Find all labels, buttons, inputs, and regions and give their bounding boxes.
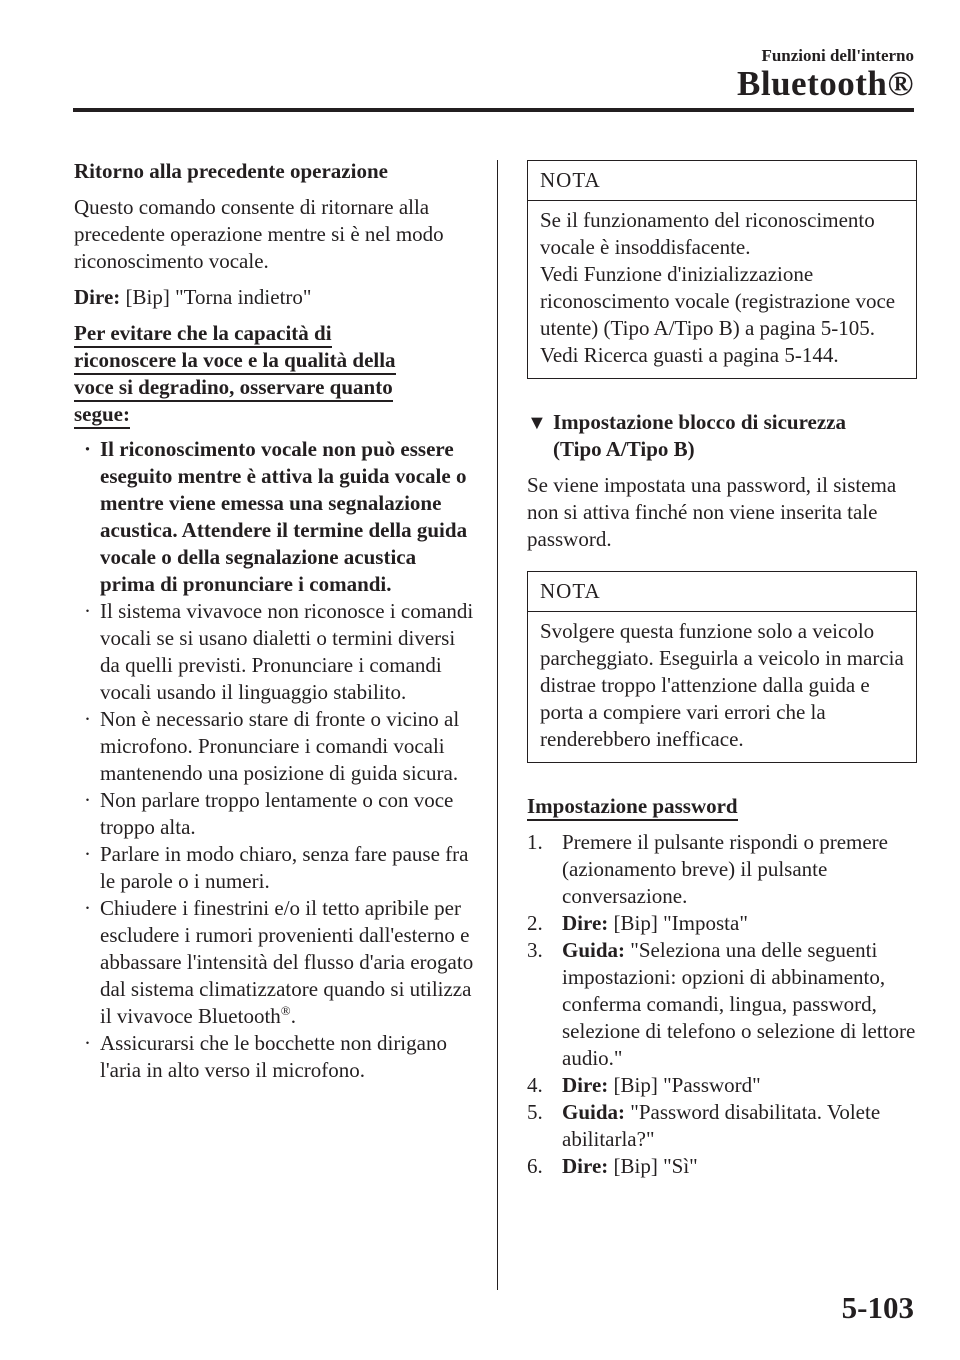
dire-text: [Bip] "Torna indietro": [120, 285, 312, 309]
note-title: NOTA: [528, 572, 916, 612]
note-line: Svolgere questa funzione solo a veicolo parcheggiato. Eseguirla a veicolo in marcia distrae troppo l'attenzione dalla guida e porta a compiere vari errori che la renderebbero inefficace.: [540, 619, 904, 751]
section-heading-security: [527, 409, 917, 463]
list-item: 6. Dire: [Bip] "Sì": [527, 1154, 698, 1178]
list-item: · Non parlare troppo lentamente o con voce troppo alta.: [84, 788, 454, 839]
section-heading-line: (Tipo A/Tipo B): [553, 437, 695, 461]
note-title: NOTA: [528, 161, 916, 201]
list-item: · Chiudere i finestrini e/o il tetto apribile per escludere i rumori provenienti dall'esterno e abbassare l'intensità del flusso d'aria erogato dal sistema climatizzatore quando si utilizza il vivavoce Bluetooth®.: [84, 896, 474, 1028]
list-item: 3. Guida: "Seleziona una delle seguenti impostazioni: opzioni di abbinamento, conferma comandi, lingua, password, selezione di telefono o selezione di lettore audio.": [527, 938, 916, 1070]
page-title: Bluetooth®: [737, 64, 914, 103]
tips-heading-line: voce si degradino, osservare quanto: [74, 375, 393, 402]
note-box-voice: [527, 160, 917, 379]
dire-label: Dire:: [74, 285, 121, 309]
left-column: [74, 158, 474, 1084]
bullet-icon: ·: [84, 788, 91, 812]
list-item: · Parlare in modo chiaro, senza fare pause fra le parole o i numeri.: [84, 842, 469, 893]
return-command: [74, 284, 474, 311]
list-item: 1. Premere il pulsante rispondi o premere (azionamento breve) il pulsante conversazione.: [527, 830, 888, 908]
bullet-icon: ·: [84, 842, 91, 866]
list-item: · Il sistema vivavoce non riconosce i comandi vocali se si usano dialetti o termini diversi da quelli previsti. Pronunciare i comandi vocali usando il linguaggio stabilito.: [84, 599, 474, 704]
note-box-security: [527, 571, 917, 763]
list-item: · Non è necessario stare di fronte o vicino al microfono. Pronunciare i comandi vocali mantenendo una posizione di guida sicura.: [84, 707, 460, 785]
list-item: · Il riconoscimento vocale non può essere eseguito mentre è attiva la guida vocale o mentre viene emessa una segnalazione acustica. Attendere il termine della guida vocale o della segnalazione acustica prima di pronunciare i comandi.: [84, 437, 468, 596]
section-heading-line: Impostazione blocco di sicurezza: [553, 410, 846, 434]
tips-heading: [74, 320, 474, 428]
list-item: 4. Dire: [Bip] "Password": [527, 1073, 761, 1097]
tips-heading-line: segue:: [74, 402, 130, 429]
registered-mark: ®: [280, 1003, 291, 1018]
password-steps: [527, 829, 917, 1180]
note-line: Vedi Funzione d'inizializzazione riconoscimento vocale (registrazione voce utente) (Tipo A/Tipo B) a pagina 5-105.: [540, 262, 896, 340]
column-divider: [497, 160, 498, 1290]
header-divider: [73, 108, 914, 112]
note-body: [528, 612, 916, 762]
return-intro: Questo comando consente di ritornare alla precedente operazione mentre si è nel modo riconoscimento vocale.: [74, 195, 444, 273]
bullet-icon: ·: [84, 707, 91, 731]
section-title: Funzioni dell'interno: [761, 46, 914, 65]
triangle-down-icon: ▼: [527, 412, 547, 434]
subheading-return: Ritorno alla precedente operazione: [74, 159, 388, 183]
tips-heading-line: Per evitare che la capacità di: [74, 321, 332, 348]
list-item: 5. Guida: "Password disabilitata. Volete abilitarla?": [527, 1100, 881, 1151]
note-line: Se il funzionamento del riconoscimento vocale è insoddisfacente.: [540, 208, 875, 259]
list-item: · Assicurarsi che le bocchette non dirigano l'aria in alto verso il microfono.: [84, 1031, 447, 1082]
page-number: 5-103: [841, 1290, 914, 1325]
bullet-icon: ·: [84, 1031, 91, 1055]
tips-list: [74, 436, 474, 1084]
right-column: [527, 158, 917, 1180]
security-intro: Se viene impostata una password, il sistema non si attiva finché non viene inserita tale password.: [527, 473, 897, 551]
bullet-icon: ·: [84, 896, 91, 920]
note-line: Vedi Ricerca guasti a pagina 5-144.: [540, 343, 839, 367]
tips-heading-line: riconoscere la voce e la qualità della: [74, 348, 396, 375]
password-heading: Impostazione password: [527, 793, 917, 820]
bullet-icon: ·: [84, 599, 91, 623]
note-body: [528, 201, 916, 378]
list-item: 2. Dire: [Bip] "Imposta": [527, 911, 748, 935]
bullet-icon: ·: [84, 437, 92, 461]
